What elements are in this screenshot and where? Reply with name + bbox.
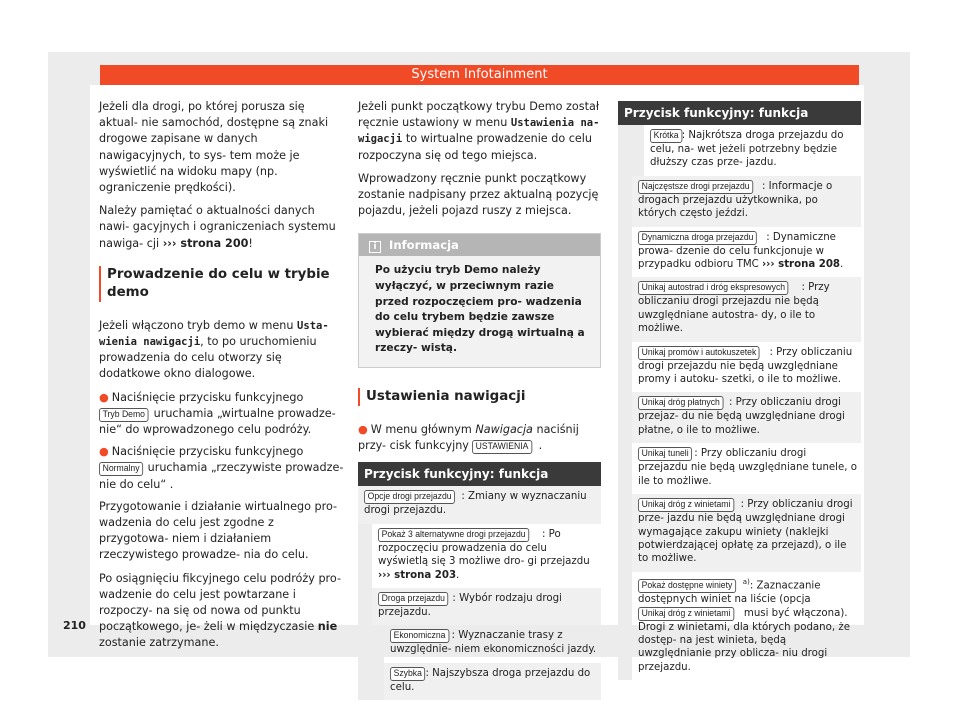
function-button-label: Ekonomiczna [390, 629, 449, 643]
paragraph: Jeżeli punkt początkowy trybu Demo został ręcznie ustawiony w menu Ustawienia na- wigacji to wirtualne prowadzenie do celu rozpoczyna się od tego miejsca. [358, 100, 600, 162]
function-table [358, 462, 601, 700]
table-row: Dynamiczna droga przejazdu : Dynamiczne prowa- dzenie do celu funkcjonuje w przypadku odbioru TMC ››› strona 208. [618, 227, 861, 278]
column-2 [358, 99, 601, 700]
table-row: Pokaż dostępne winiety $^{a)}$: Zaznaczanie dostępnych winiet na liście (opcjaUnikaj dróg z winietami musi być włączona). Drogi z winietami, dla których podano, że dostęp- na jest winieta, będą uwzględnianie przy oblicza- niu drogi przejazdu. [618, 572, 861, 680]
table-row: Ekonomiczna : Wyznaczanie trasy z uwzględnie- niem ekonomiczności jazdy. [358, 625, 601, 662]
bullet-icon: ● [99, 445, 109, 459]
function-button-label: Pokaż dostępne winiety [638, 579, 736, 593]
info-header: i Informacja [359, 234, 600, 256]
table-header: Przycisk funkcyjny: funkcja [358, 462, 601, 486]
menu-name: Ustawienia na- wigacji [358, 117, 600, 146]
table-row: Unikaj autostrad i dróg ekspresowych : Przy obliczaniu drogi przejazdu nie będą uwzględniane autostra- dy, o ile to możliwe. [618, 277, 861, 341]
table-header: Przycisk funkcyjny: funkcja [618, 101, 861, 125]
column-3 [618, 101, 861, 680]
function-button-label: Droga przejazdu [378, 592, 449, 606]
function-button-label: Najczęstsze drogi przejazdu [638, 180, 753, 194]
bullet-icon: ● [358, 422, 368, 436]
function-button-label: Normalny [99, 462, 143, 476]
table-row: Najczęstsze drogi przejazdu : Informacje o drogach przejazdu użytkownika, po których często jeździ. [618, 176, 861, 227]
function-button-label: Krótka [650, 129, 682, 143]
column-1 [99, 99, 346, 659]
page-reference: ››› strona 203 [378, 569, 457, 581]
table-row: Szybka : Najszybsza droga przejazdu do celu. [358, 663, 601, 700]
table-row: Unikaj promów i autokuszetek : Przy obliczaniu drogi przejazdu nie będą uwzględniane promy i autoku- szetki, o ile to możliwe. [618, 342, 861, 393]
paragraph: Należy pamiętać o aktualności danych nawi- gacyjnych i ograniczeniach systemu nawiga- cji ››› strona 200! [99, 204, 336, 250]
bullet-icon: ● [99, 390, 109, 404]
list-item: ● Naciśnięcie przycisku funkcyjnego Tryb Demo uruchamia „wirtualne prowadze- nie“ do wprowadzonego celu podróży. [99, 390, 336, 437]
table-row: Pokaż 3 alternatywne drogi przejazdu : Po rozpoczęciu prowadzenia do celu wyświetlą się 3 możliwe dro- gi przejazdu ››› strona 203. [358, 524, 601, 588]
menu-name: Usta- wienia nawigacji [99, 319, 329, 349]
function-button-label: Unikaj promów i autokuszetek [638, 346, 760, 360]
table-row: Unikaj tuneli : Przy obliczaniu drogi przejazdu nie będą uwzględniane tunele, o ile to możliwe. [618, 443, 861, 494]
function-button-label: Tryb Demo [99, 408, 149, 422]
info-body: Po użyciu tryb Demo należy wyłączyć, w przeciwnym razie przed rozpoczęciem pro- wadzenia do celu trybem będzie zawsze wybierać między drogą wirtualną a rzeczy- wistą. [375, 264, 585, 355]
function-button-label: Unikaj tuneli [638, 447, 692, 461]
table-row: Unikaj dróg z winietami : Przy obliczaniu drogi prze- jazdu nie będą uwzględniane drogi wymagające zakupu winiety (naklejki potwierdzającej opłatę za przejazd), o ile to możliwe. [618, 494, 861, 572]
function-button-label: Pokaż 3 alternatywne drogi przejazdu [378, 528, 529, 542]
section-title: Prowadzenie do celu w trybie demo [99, 266, 346, 302]
table-row: Unikaj dróg płatnych : Przy obliczaniu drogi przejaz- du nie będą uwzględniane drogi płatne, o ile to możliwe. [618, 392, 861, 443]
section-title: Ustawienia nawigacji [358, 388, 601, 406]
function-button-label: USTAWIENIA [472, 440, 532, 454]
page-reference[interactable]: ››› strona 200 [162, 236, 249, 250]
table-row: Opcje drogi przejazdu : Zmiany w wyznaczaniu drogi przejazdu. [358, 486, 601, 523]
info-icon: i [369, 241, 381, 253]
paragraph: Jeżeli włączono tryb demo w menu Usta- wienia nawigacji, to po uruchomieniu prowadzenia do celu otworzy się dodatkowe okno dialogowe. [99, 318, 329, 381]
paragraph: Wprowadzony ręcznie punkt początkowy zostanie nadpisany przez aktualną pozycję pojazdu, jeżeli pojazd ruszy z miejsca. [358, 171, 599, 218]
info-box [358, 233, 601, 368]
table-row: Krótka : Najkrótsza droga przejazdu do celu, na- wet jeżeli potrzebny będzie dłuższy czas prze- jazdu. [618, 125, 861, 176]
page-reference: ››› strona 208 [761, 259, 841, 271]
page-number: 210 [63, 619, 86, 632]
page-content [90, 85, 864, 693]
paragraph: Przygotowanie i działanie wirtualnego pro- wadzenia do celu jest zgodne z przygotowa- niem i działaniem rzeczywistego prowadze- nia do celu. [99, 499, 338, 562]
function-button-label: Unikaj dróg z winietami [638, 607, 734, 621]
function-button-label: Szybka [390, 667, 426, 681]
footnote-marker: a) [742, 577, 750, 586]
paragraph: Po osiągnięciu fikcyjnego celu podróży pro- wadzenie do celu jest powtarzane i rozpoczy- na się od nowa od punktu początkowego, je- żeli w międzyczasie nie zostanie zatrzymane. [99, 571, 341, 650]
function-button-label: Unikaj autostrad i dróg ekspresowych [638, 281, 789, 295]
table-row: Droga przejazdu : Wybór rodzaju drogi przejazdu. [358, 588, 601, 625]
function-button-label: Unikaj dróg płatnych [638, 396, 723, 410]
paragraph: Jeżeli dla drogi, po której porusza się aktual- nie samochód, dostępne są znaki drogowe zapisane w danych nawigacyjnych, to sys- tem może je wyświetlić na widoku mapy (np. ograniczenie prędkości). [99, 100, 329, 195]
list-item: ● W menu głównym Nawigacja naciśnij przy- cisk funkcyjny USTAWIENIA . [358, 422, 579, 453]
page-header: System Infotainment [100, 65, 859, 85]
function-button-label: Dynamiczna droga przejazdu [638, 231, 757, 245]
function-button-label: Unikaj dróg z winietami [638, 498, 734, 512]
list-item: ● Naciśnięcie przycisku funkcyjnego Normalny uruchamia „rzeczywiste prowadze- nie do celu“ . [99, 445, 344, 491]
function-table [618, 101, 861, 680]
function-button-label: Opcje drogi przejazdu [364, 490, 455, 504]
